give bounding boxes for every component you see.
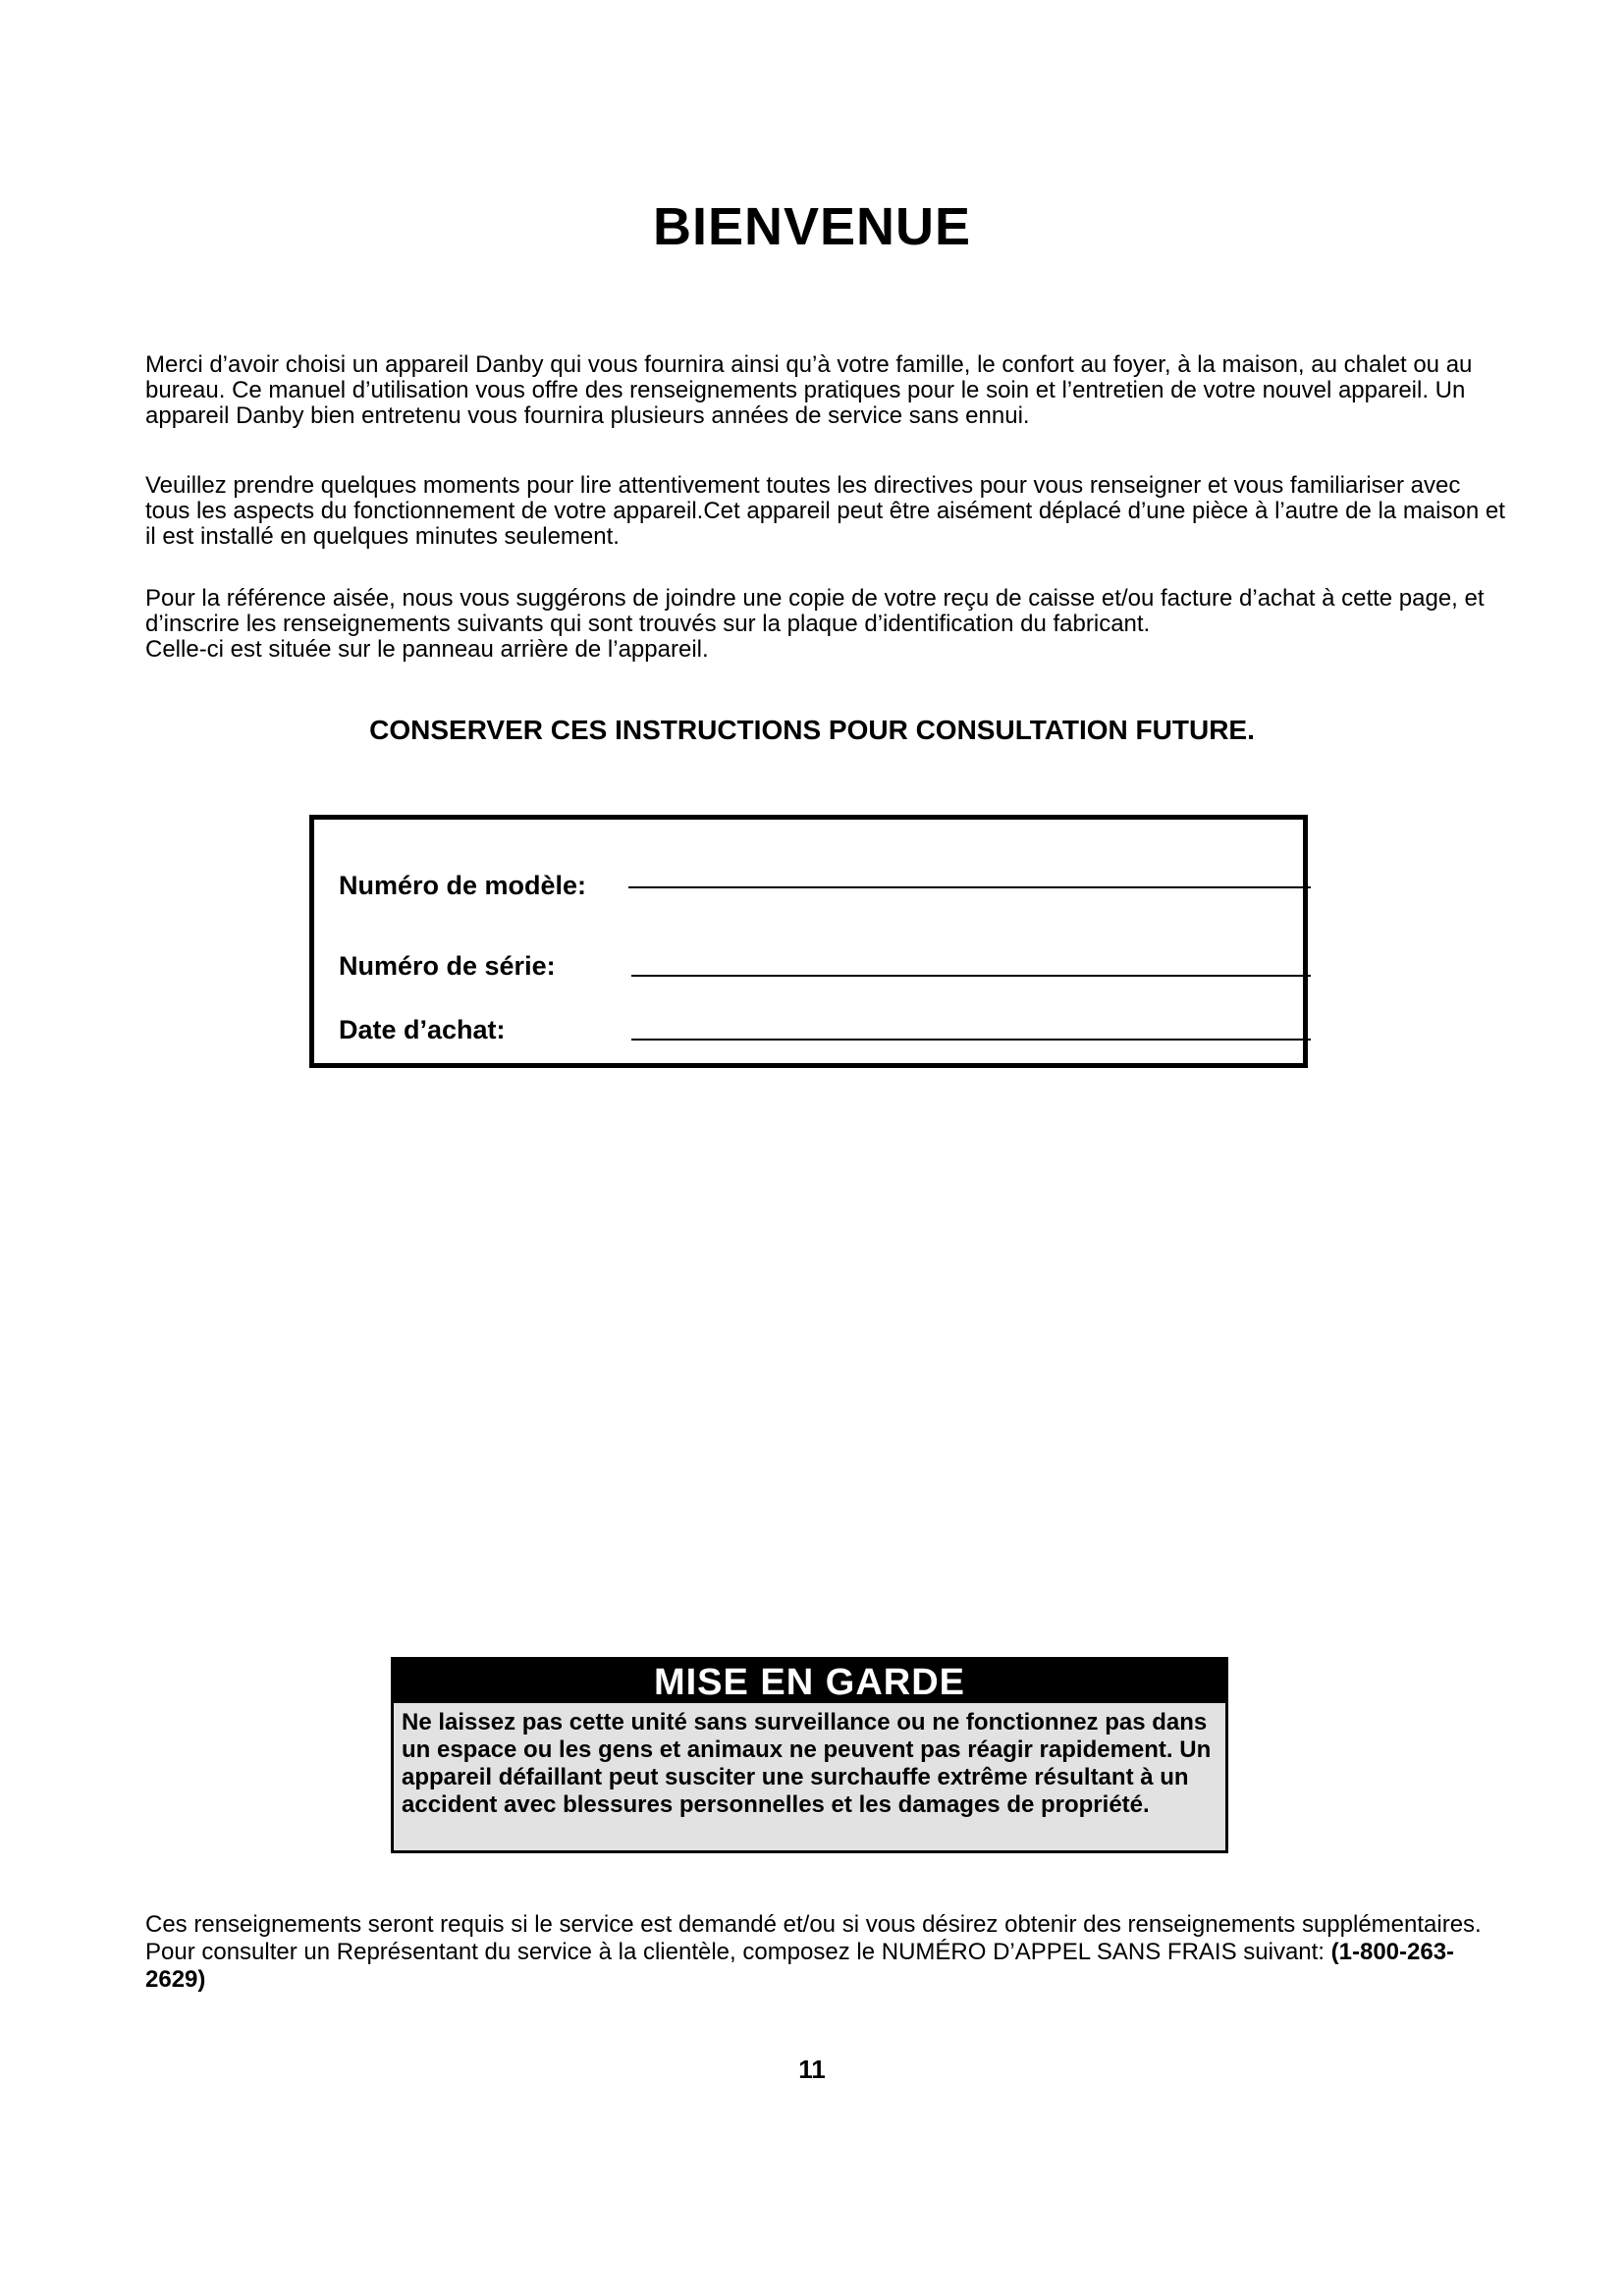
reference-paragraph [145, 586, 1510, 663]
serial-number-line [631, 975, 1311, 977]
serial-number-row [339, 949, 1281, 983]
purchase-date-row [339, 1013, 1281, 1046]
warning-header: MISE EN GARDE [394, 1660, 1225, 1703]
service-paragraph [145, 1911, 1510, 1994]
purchase-date-line [631, 1039, 1311, 1041]
intro-paragraph: Merci d’avoir choisi un appareil Danby qui vous fournira ainsi qu’à votre famille, le confort au foyer, à la maison, au chalet ou au bureau. Ce manuel d’utilisation vous offre des renseignements pratiques pour le soin et l’entretien de votre nouvel appareil. Un appareil Danby bien entretenu vous fournira plusieurs années de service sans ennui. [145, 351, 1473, 429]
model-number-label: Numéro de modèle: [339, 871, 587, 900]
serial-number-label: Numéro de série: [339, 951, 556, 981]
instructions-paragraph: Veuillez prendre quelques moments pour lire attentivement toutes les directives pour vous renseigner et vous familiariser avec tous les aspects du fonctionnement de votre appareil.Cet appareil peut être aisément déplacé d’une pièce à l’autre de la maison et il est installé en quelques minutes seulement. [145, 472, 1505, 550]
model-number-line [628, 886, 1311, 888]
page-title: BIENVENUE [652, 197, 972, 256]
page-number: 11 [798, 2055, 826, 2084]
purchase-date-label: Date d’achat: [339, 1015, 506, 1044]
reference-paragraph-line2: Celle-ci est située sur le panneau arrière de l’appareil. [145, 636, 709, 663]
conserve-heading: CONSERVER CES INSTRUCTIONS POUR CONSULTATION FUTURE. [369, 715, 1255, 745]
product-info-box [309, 815, 1308, 1068]
model-number-row [339, 869, 1281, 902]
warning-text: Ne laissez pas cette unité sans surveillance ou ne fonctionnez pas dans un espace ou les gens et animaux ne peuvent pas réagir rapidement. Un appareil défaillant peut susciter une surchauffe extrême résultant à un accident avec blessures personnelles et les damages de propriété. [402, 1709, 1212, 1818]
warning-box [391, 1657, 1228, 1853]
service-text: Ces renseignements seront requis si le service est demandé et/ou si vous désirez obtenir des renseignements supplémentaires. Pour consulter un Représentant du service à la clientèle, composez le NUMÉRO D’APPEL SANS FRAIS suivant: [145, 1911, 1482, 1965]
reference-paragraph-line1: Pour la référence aisée, nous vous suggérons de joindre une copie de votre reçu de caisse et/ou facture d’achat à cette page, et d’inscrire les renseignements suivants qui sont trouvés sur la plaque d’identification du fabricant. [145, 585, 1485, 637]
phone-number: (1-800-263-2629) [145, 1939, 1455, 1993]
